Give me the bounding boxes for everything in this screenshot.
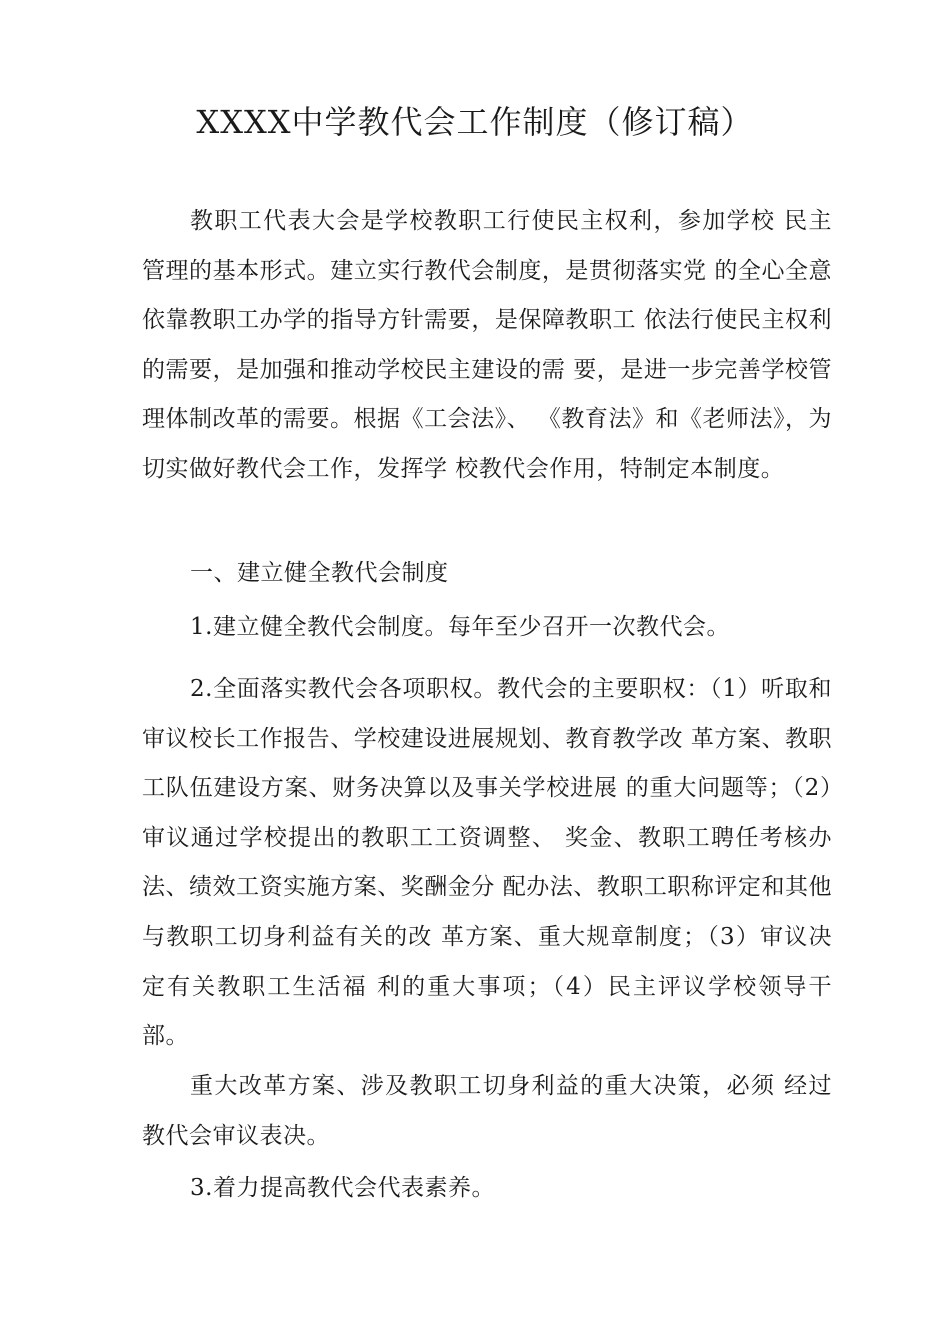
document-title: XXXX中学教代会工作制度（修订稿）: [196, 103, 754, 141]
item-3-paragraph: 3.着力提高教代会代表素养。: [190, 1175, 495, 1201]
intro-paragraph: 教职工代表大会是学校教职工行使民主权利，参加学校 民主管理的基本形式。建立实行教代会制度，是贯彻落实党 的全心全意依靠教职工办学的指导方针需要，是保障教职工 依法行使民主权利的需要，是加强和推动学校民主建设的需 要，是进一步完善学校管理体制改革的需要。根据《工会法》、 《教育法》和《老师法》，为切实做好教代会工作，发挥学 校教代会作用，特制定本制度。: [142, 208, 832, 482]
item-2-paragraph: 2.全面落实教代会各项职权。教代会的主要职权：（1）听取和审议校长工作报告、学校建设进展规划、教育教学改 革方案、教职工队伍建设方案、财务决算以及事关学校进展 的重大问题等；（2）审议通过学校提出的教职工工资调整、 奖金、教职工聘任考核办法、绩效工资实施方案、奖酬金分 配办法、教职工职称评定和其他与教职工切身利益有关的改 革方案、重大规章制度；（3）审议决定有关教职工生活福 利的重大事项；（4）民主评议学校领导干部。: [142, 676, 832, 1050]
decision-paragraph: 重大改革方案、涉及教职工切身利益的重大决策，必须 经过教代会审议表决。: [142, 1073, 832, 1149]
section-heading: 一、建立健全教代会制度: [190, 560, 449, 586]
item-1-paragraph: 1.建立健全教代会制度。每年至少召开一次教代会。: [190, 614, 730, 640]
